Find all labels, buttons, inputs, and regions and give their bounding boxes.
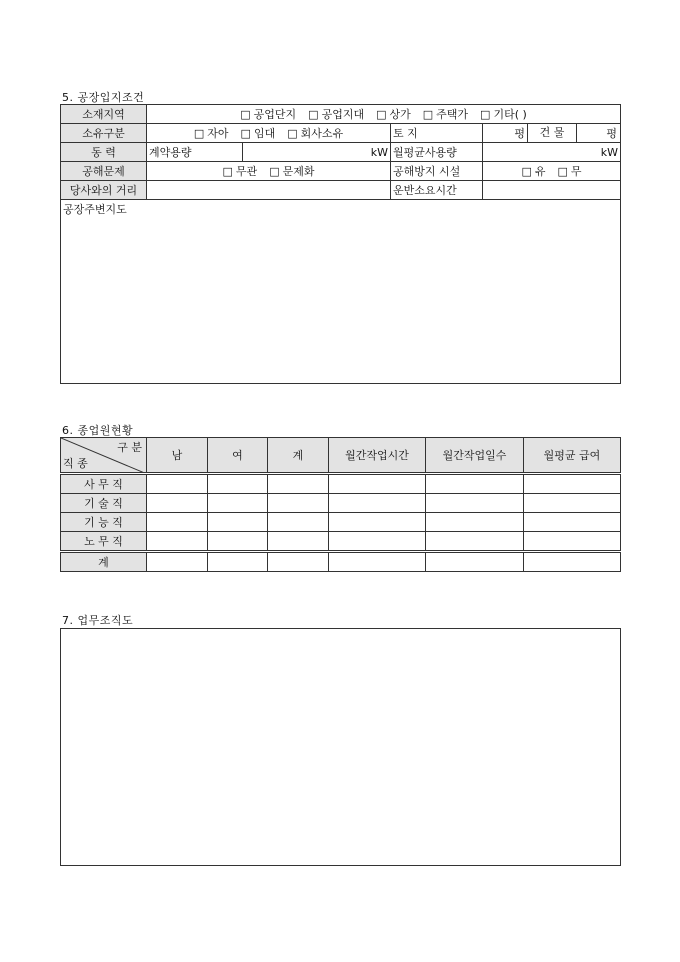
cell[interactable]: [268, 494, 329, 513]
table-row: [61, 532, 621, 552]
location-option-industrial-complex[interactable]: □ 공업단지: [240, 108, 296, 121]
cell[interactable]: [268, 552, 329, 572]
location-label: 소재지역: [61, 105, 147, 124]
col-male: 남: [147, 438, 208, 474]
ownership-option-company[interactable]: □ 회사소유: [287, 127, 343, 140]
col-total: 계: [268, 438, 329, 474]
cell[interactable]: [268, 513, 329, 532]
map-label: 공장주변지도: [63, 203, 127, 216]
building-cell[interactable]: [528, 124, 621, 143]
employee-header-row: [61, 438, 621, 474]
cell[interactable]: [329, 552, 426, 572]
header-diagonal-cell: [61, 438, 147, 474]
cell[interactable]: [524, 532, 621, 552]
row-label-labor: 노 무 직: [61, 532, 147, 552]
distance-value[interactable]: [147, 181, 391, 200]
cell[interactable]: [426, 513, 524, 532]
monthly-usage-label: 월평균사용량: [391, 143, 483, 162]
cell[interactable]: [524, 513, 621, 532]
ownership-label: 소유구분: [61, 124, 147, 143]
cell[interactable]: [329, 474, 426, 494]
cell[interactable]: [426, 494, 524, 513]
power-row: [61, 143, 621, 162]
facility-option-no[interactable]: □ 무: [558, 165, 582, 178]
factory-map-area[interactable]: [61, 200, 621, 384]
cell[interactable]: [524, 474, 621, 494]
col-monthly-days: 월간작업일수: [426, 438, 524, 474]
ownership-options: [147, 124, 391, 143]
monthly-usage-unit[interactable]: kW: [483, 143, 621, 162]
cell[interactable]: [208, 494, 268, 513]
facility-option-yes[interactable]: □ 유: [521, 165, 545, 178]
header-category: 구 분: [117, 441, 142, 454]
building-label: 건 물: [528, 124, 577, 142]
cell[interactable]: [329, 494, 426, 513]
building-unit: 평: [606, 127, 618, 140]
pollution-options: [147, 162, 391, 181]
ownership-option-own[interactable]: □ 자아: [194, 127, 229, 140]
cell[interactable]: [426, 532, 524, 552]
section7-title: 7. 업무조직도: [62, 614, 134, 627]
cell[interactable]: [268, 474, 329, 494]
row-label-total: 계: [61, 552, 147, 572]
contract-unit[interactable]: kW: [243, 143, 391, 162]
location-option-industrial-zone[interactable]: □ 공업지대: [308, 108, 364, 121]
pollution-option-issue[interactable]: □ 문제화: [269, 165, 314, 178]
cell[interactable]: [426, 474, 524, 494]
distance-row: [61, 181, 621, 200]
cell[interactable]: [524, 552, 621, 572]
cell[interactable]: [147, 532, 208, 552]
cell[interactable]: [208, 513, 268, 532]
ownership-option-lease[interactable]: □ 임대: [241, 127, 276, 140]
employee-status-table: [60, 437, 621, 572]
cell[interactable]: [329, 532, 426, 552]
row-label-skilled: 기 능 직: [61, 513, 147, 532]
cell[interactable]: [208, 552, 268, 572]
pollution-facility-label: 공해방지 시설: [391, 162, 483, 181]
pollution-row: [61, 162, 621, 181]
location-row: [61, 105, 621, 124]
contract-label: 계약용량: [147, 143, 243, 162]
land-unit[interactable]: 평: [483, 124, 528, 143]
cell[interactable]: [524, 494, 621, 513]
distance-label: 당사와의 거리: [61, 181, 147, 200]
map-row: [61, 200, 621, 384]
row-label-office: 사 무 직: [61, 474, 147, 494]
location-option-other[interactable]: □ 기타( ): [480, 108, 527, 121]
cell[interactable]: [147, 494, 208, 513]
land-label: 토 지: [391, 124, 483, 143]
row-label-technical: 기 술 직: [61, 494, 147, 513]
cell[interactable]: [426, 552, 524, 572]
power-label: 동 력: [61, 143, 147, 162]
location-option-residential[interactable]: □ 주택가: [423, 108, 468, 121]
section6-title: 6. 종업원현황: [62, 424, 134, 437]
total-row: [61, 552, 621, 572]
cell[interactable]: [268, 532, 329, 552]
col-monthly-hours: 월간작업시간: [329, 438, 426, 474]
pollution-facility-options: [483, 162, 621, 181]
table-row: [61, 474, 621, 494]
location-option-commercial[interactable]: □ 상가: [376, 108, 411, 121]
cell[interactable]: [147, 552, 208, 572]
section5-title: 5. 공장입지조건: [62, 91, 145, 104]
cell[interactable]: [329, 513, 426, 532]
cell[interactable]: [208, 474, 268, 494]
pollution-label: 공해문제: [61, 162, 147, 181]
cell[interactable]: [147, 474, 208, 494]
table-row: [61, 513, 621, 532]
org-chart-area[interactable]: [60, 628, 621, 866]
header-job-type: 직 종: [63, 457, 88, 470]
factory-conditions-table: [60, 104, 621, 384]
ownership-row: [61, 124, 621, 143]
table-row: [61, 494, 621, 513]
location-options: [147, 105, 621, 124]
cell[interactable]: [208, 532, 268, 552]
col-female: 여: [208, 438, 268, 474]
transport-time-label: 운반소요시간: [391, 181, 483, 200]
transport-time-value[interactable]: [483, 181, 621, 200]
pollution-option-none[interactable]: □ 무관: [223, 165, 258, 178]
cell[interactable]: [147, 513, 208, 532]
col-avg-salary: 월평균 급여: [524, 438, 621, 474]
